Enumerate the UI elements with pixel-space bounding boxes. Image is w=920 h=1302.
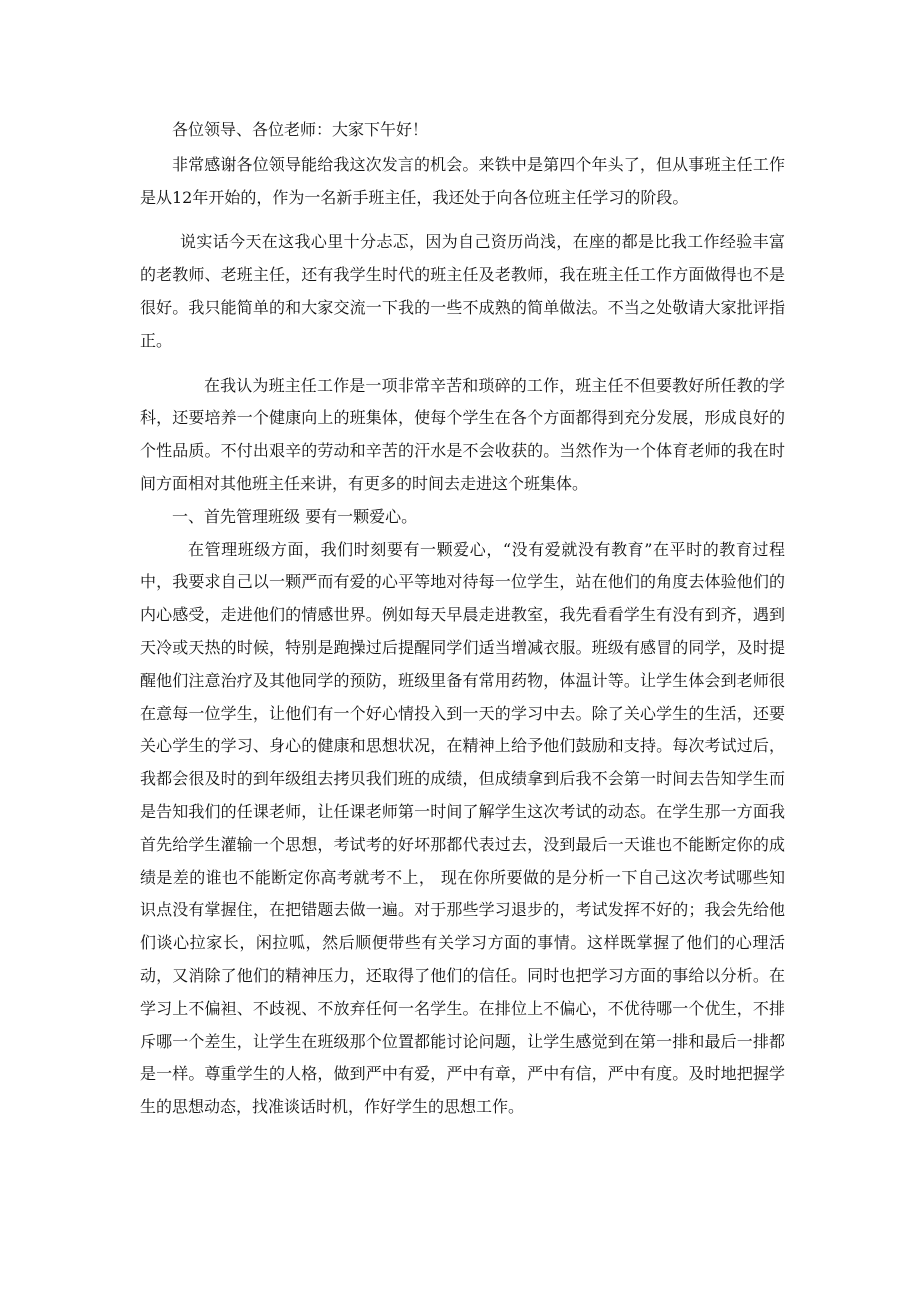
greeting-line: 各位领导、各位老师：大家下午好！ <box>172 120 429 139</box>
paragraph-class-management: 在管理班级方面，我们时刻要有一颗爱心，“没有爱就没有教育”在平时的教育过程中，我要求自己以一颗严而有爱的心平等地对待每一位学生，站在他们的角度去体验他们的内心感受，走进他们的情感世界。例如每天早晨走进教室，我先看看学生有没有到齐，遇到天冷或天热的时候，特别是跑操过后提醒同学们适当增减衣服。班级有感冒的同学，及时提醒他们注意治疗及其他同学的预防，班级里备有常用药物，体温计等。让学生体会到老师很在意每一位学生，让他们有一个好心情投入到一天的学习中去。除了关心学生的生活，还要关心学生的学习、身心的健康和思想状况，在精神上给予他们鼓励和支持。每次考试过后，我都会很及时的到年级组去拷贝我们班的成绩，但成绩拿到后我不会第一时间去告知学生而是告知我们的任课老师，让任课老师第一时间了解学生这次考试的动态。在学生那一方面我首先给学生灌输一个思想，考试考的好坏那都代表过去，没到最后一天谁也不能断定你的成绩是差的谁也不能断定你高考就考不上， 现在你所要做的是分析一下自己这次考试哪些知识点没有掌握住，在把错题去做一遍。对于那些学习退步的，考试发挥不好的；我会先给他们谈心拉家长，闲拉呱，然后顺便带些有关学习方面的事情。这样既掌握了他们的心理活动，又消除了他们的精神压力，还取得了他们的信任。同时也把学习方面的事给以分析。在学习上不偏袒、不歧视、不放弃任何一名学生。在排位上不偏心，不优待哪一个优生，不排斥哪一个差生，让学生在班级那个位置都能讨论问题，让学生感觉到在第一排和最后一排都是一样。尊重学生的人格，做到严中有爱，严中有章，严中有信，严中有度。及时地把握学生的思想动态，找准谈话时机，作好学生的思想工作。 <box>140 539 785 1117</box>
paragraph-intro: 非常感谢各位领导能给我这次发言的机会。来铁中是第四个年头了，但从事班主任工作是从12年开始的，作为一名新手班主任，我还处于向各位班主任学习的阶段。 <box>140 154 785 207</box>
section-heading-love: 一、首先管理班级 要有一颗爱心。 <box>172 506 418 526</box>
document-page <box>140 114 785 1124</box>
paragraph-view-on-work: 在我认为班主任工作是一项非常辛苦和琐碎的工作，班主任不但要教好所任教的学科，还要培养一个健康向上的班集体，使每个学生在各个方面都得到充分发展，形成良好的个性品质。不付出艰辛的劳动和辛苦的汗水是不会收获的。当然作为一个体育老师的我在时间方面相对其他班主任来讲，有更多的时间去走进这个班集体。 <box>140 375 785 493</box>
paragraph-humility: 说实话今天在这我心里十分忐忑，因为自己资历尚浅，在座的都是比我工作经验丰富的老教师、老班主任，还有我学生时代的班主任及老教师，我在班主任工作方面做得也不是很好。我只能简单的和大家交流一下我的一些不成熟的简单做法。不当之处敬请大家批评指正。 <box>140 232 785 350</box>
